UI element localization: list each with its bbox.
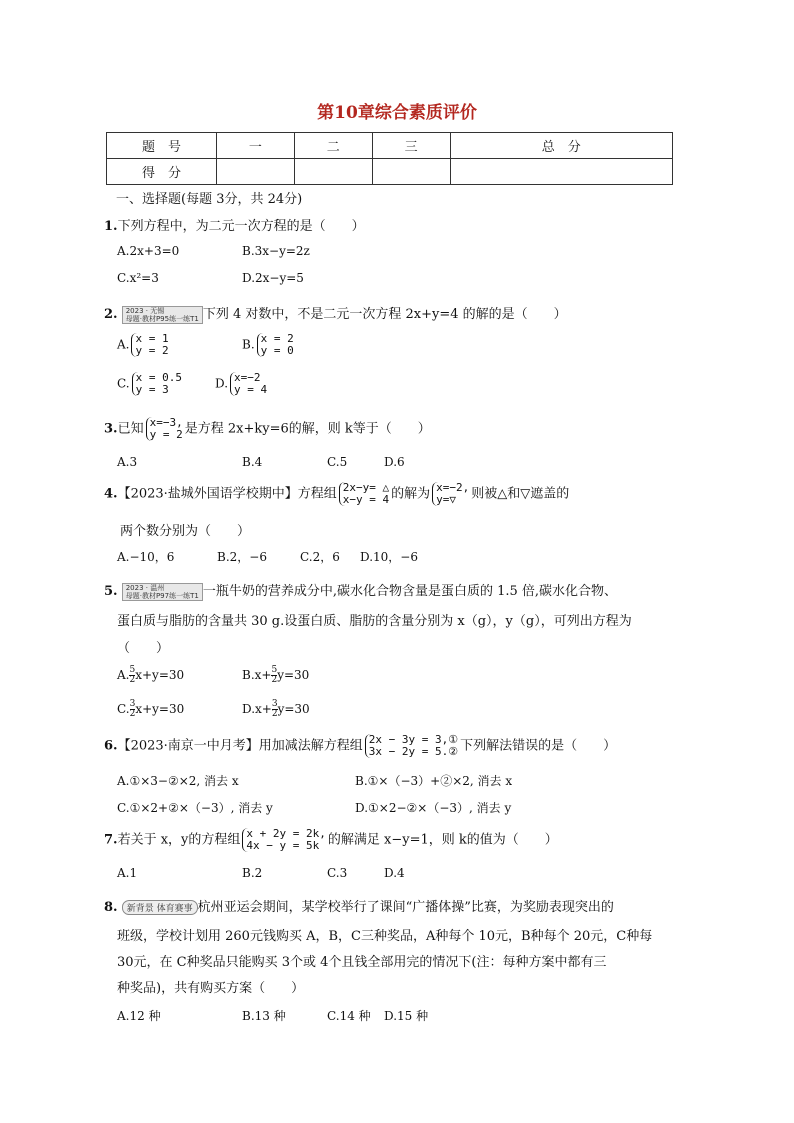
equation-system <box>339 482 389 506</box>
question-7 <box>104 828 558 852</box>
equation-system <box>230 372 267 396</box>
table-row <box>107 159 673 185</box>
option-a: A.1 <box>117 866 138 880</box>
question-number: 3. <box>104 421 118 437</box>
question-text: 则被△和▽遮盖的 <box>471 486 570 502</box>
option-d: D.15 种 <box>384 1009 429 1023</box>
table-cell <box>217 159 295 185</box>
option-d: D.2x−y=5 <box>242 271 304 285</box>
option-b <box>242 333 296 357</box>
option-label: C. <box>117 376 130 391</box>
option-c <box>117 700 184 719</box>
equation-line: y = 0 <box>260 344 294 357</box>
option-d <box>242 700 310 719</box>
question-text: 蛋白质与脂肪的含量共 30 g.设蛋白质、脂肪的含量分别为 x（g），y（g），可列出方程为 <box>117 614 632 629</box>
option-b: B.2，−6 <box>217 550 267 564</box>
question-number: 6. <box>104 738 118 754</box>
context-tag: 新背景 体育赛事 <box>122 900 198 915</box>
equation-line: x−y = 4 <box>342 493 390 506</box>
table-cell: 总 分 <box>450 133 672 159</box>
source-tag <box>122 583 203 601</box>
option-text: x+y=30 <box>135 668 185 682</box>
option-label: A. <box>117 337 130 352</box>
option-d <box>215 372 269 396</box>
question-number: 7. <box>104 832 118 848</box>
question-text: 下列 4 对数中，不是二元一次方程 2x+y=4 的解的是（ ） <box>202 307 567 322</box>
option-d: D.①×2−②×（−3）, 消去 y <box>355 801 512 815</box>
option-b: B.4 <box>242 455 263 469</box>
option-text: x+y=30 <box>135 702 185 716</box>
option-b: B.3x−y=2z <box>242 244 310 258</box>
equation-line: x=−3, <box>149 416 183 429</box>
question-6 <box>104 734 616 758</box>
option-c: C.①×2+②×（−3）, 消去 y <box>117 801 273 815</box>
option-c: C.x²=3 <box>117 271 159 285</box>
option-a: A.−10，6 <box>117 550 175 564</box>
equation-line: x + 2y = 2k, <box>246 827 326 840</box>
equation-line: y=▽ <box>436 493 457 506</box>
denominator: 2 <box>271 709 278 719</box>
question-text: 30元，在 C种奖品只能购买 3个或 4个且钱全部用完的情况下(注：每种方案中都有三 <box>117 955 607 970</box>
table-cell: 题 号 <box>107 133 217 159</box>
equation-line: x=−2, <box>436 481 470 494</box>
question-number: 2. <box>104 307 118 322</box>
option-a: A.12 种 <box>117 1009 161 1023</box>
option-label: B. <box>242 337 255 352</box>
option-label: C. <box>117 702 130 716</box>
question-text: 一瓶牛奶的营养成分中,碳水化合物含量是蛋白质的 1.5 倍,碳水化合物、 <box>202 584 618 599</box>
denominator: 2 <box>271 675 278 685</box>
option-a <box>117 666 184 685</box>
question-text: 若关于 x，y的方程组 <box>117 832 241 848</box>
question-4 <box>104 482 569 506</box>
table-row <box>107 133 673 159</box>
question-number: 4. <box>104 486 118 502</box>
source-tag-line: 2023 · 温州 <box>125 583 165 592</box>
equation-line: y = 3 <box>135 383 169 396</box>
table-cell <box>294 159 372 185</box>
question-text: 已知 <box>117 421 144 437</box>
table-cell <box>372 159 450 185</box>
question-text: 是方程 2x+ky=6的解，则 k等于（ ） <box>184 421 431 437</box>
equation-line: 2x−y= △ <box>342 481 390 494</box>
numerator: 5 <box>271 665 278 675</box>
question-number: 1. <box>104 219 118 234</box>
question-text: 【2023·南京一中月考】用加减法解方程组 <box>117 738 363 754</box>
question-text: 下列解法错误的是（ ） <box>460 738 617 754</box>
equation-system <box>432 482 469 506</box>
question-text: （ ） <box>117 641 170 656</box>
equation-line: 4x − y = 5k <box>246 839 320 852</box>
equation-system <box>131 333 168 357</box>
equation-system <box>365 734 458 758</box>
equation-line: 2x − 3y = 3,① <box>368 733 459 746</box>
equation-line: y = 2 <box>135 344 169 357</box>
source-tag <box>122 306 203 324</box>
option-label: D.x+ <box>242 702 272 716</box>
equation-line: x = 0.5 <box>135 371 182 384</box>
question-text: 班级，学校计划用 260元钱购买 A，B，C三种奖品，A种每个 10元，B种每个 20元，C种每 <box>117 929 653 944</box>
table-cell <box>450 159 672 185</box>
table-cell: 三 <box>372 133 450 159</box>
question-text: 的解满足 x−y=1，则 k的值为（ ） <box>327 832 558 848</box>
denominator: 2 <box>129 709 136 719</box>
option-text: y=30 <box>277 668 310 682</box>
option-b: B.13 种 <box>242 1009 286 1023</box>
equation-system <box>146 417 183 441</box>
equation-line: 3x − 2y = 5.② <box>368 745 459 758</box>
option-label: A. <box>117 668 130 682</box>
equation-line: x = 1 <box>135 332 169 345</box>
denominator: 2 <box>129 675 136 685</box>
numerator: 3 <box>129 699 136 709</box>
question-text: 种奖品)，共有购买方案（ ） <box>117 981 305 996</box>
equation-system <box>132 372 182 396</box>
numerator: 3 <box>271 699 278 709</box>
option-c: C.5 <box>327 455 348 469</box>
option-a: A.3 <box>117 455 138 469</box>
question-text: 下列方程中，为二元一次方程的是（ ） <box>117 219 365 234</box>
score-table <box>106 132 673 185</box>
source-tag-line: 母题·教材P95练一练T1 <box>125 314 199 323</box>
question-number: 5. <box>104 584 118 599</box>
equation-line: y = 4 <box>234 383 268 396</box>
question-text: 的解为 <box>391 486 431 502</box>
table-cell: 得 分 <box>107 159 217 185</box>
question-3 <box>104 417 431 441</box>
option-text: y=30 <box>277 702 310 716</box>
table-cell: 一 <box>217 133 295 159</box>
option-d: D.4 <box>384 866 405 880</box>
option-label: D. <box>215 376 229 391</box>
option-a: A.①×3−②×2, 消去 x <box>117 774 239 788</box>
source-tag-line: 母题·教材P97练一练T1 <box>125 591 199 600</box>
question-number: 8. <box>104 900 118 915</box>
equation-line: x = 2 <box>260 332 294 345</box>
question-text: 杭州亚运会期间，某学校举行了课间“广播体操”比赛，为奖励表现突出的 <box>197 900 614 915</box>
section-heading: 一、选择题(每题 3分，共 24分) <box>116 192 303 207</box>
option-a: A.2x+3=0 <box>117 244 180 258</box>
question-text: 【2023·盐城外国语学校期中】方程组 <box>117 486 337 502</box>
page-title: 第10章综合素质评价 <box>317 103 477 123</box>
equation-line: y = 2 <box>149 428 183 441</box>
question-5 <box>104 580 617 601</box>
question-8 <box>104 896 614 915</box>
source-tag-line: 2023 · 无锡 <box>125 306 165 315</box>
option-c: C.14 种 <box>327 1009 371 1023</box>
table-cell: 二 <box>294 133 372 159</box>
equation-system <box>242 828 325 852</box>
question-2 <box>104 303 567 324</box>
option-b: B.2 <box>242 866 263 880</box>
option-c: C.3 <box>327 866 348 880</box>
question-1 <box>104 215 365 234</box>
option-c <box>117 372 184 396</box>
option-d: D.10，−6 <box>360 550 418 564</box>
numerator: 5 <box>129 665 136 675</box>
option-a <box>117 333 171 357</box>
option-b: B.①×（−3）+②×2, 消去 x <box>355 774 513 788</box>
question-text: 两个数分别为（ ） <box>120 524 251 539</box>
equation-line: x=−2 <box>234 371 261 384</box>
option-b <box>242 666 309 685</box>
option-c: C.2，6 <box>300 550 340 564</box>
option-d: D.6 <box>384 455 405 469</box>
option-label: B.x+ <box>242 668 272 682</box>
equation-system <box>257 333 294 357</box>
